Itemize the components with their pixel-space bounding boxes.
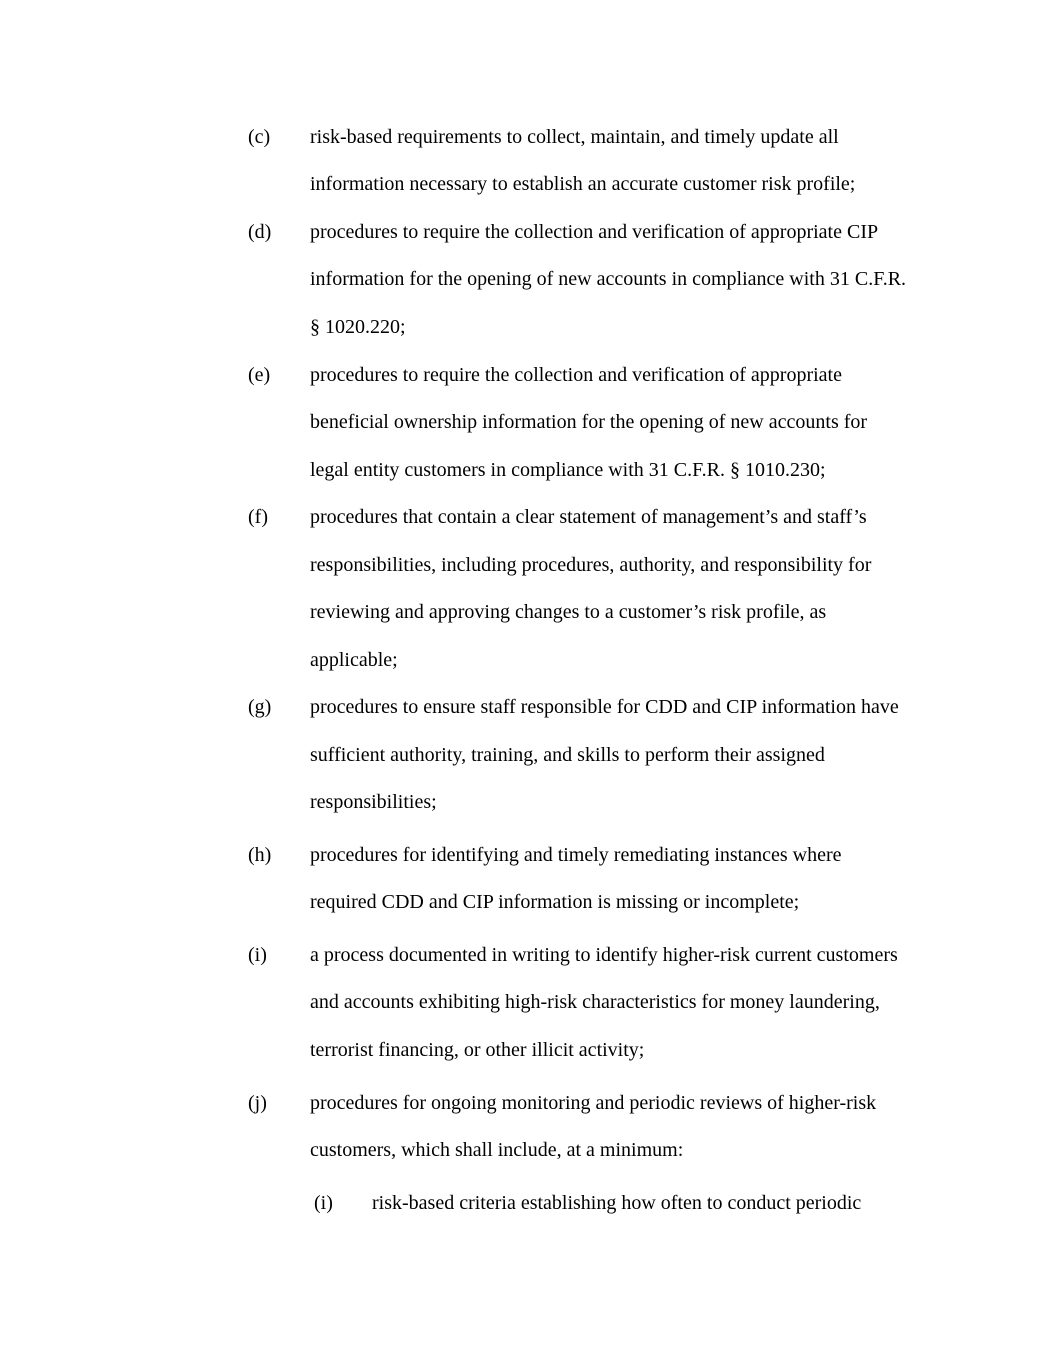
- item-label-e: (e): [248, 364, 271, 386]
- item-g-line-3: responsibilities;: [310, 791, 437, 813]
- item-d-line-2: information for the opening of new accounts in compliance with 31 C.F.R.: [310, 268, 907, 290]
- item-f-line-4: applicable;: [310, 649, 398, 671]
- item-i-line-3: terrorist financing, or other illicit activity;: [310, 1039, 645, 1061]
- item-label-j: (j): [248, 1092, 267, 1114]
- item-d-line-3: § 1020.220;: [310, 316, 406, 338]
- subitem-i-line-1: risk-based criteria establishing how often to conduct periodic: [372, 1192, 862, 1214]
- item-e-line-1: procedures to require the collection and verification of appropriate: [310, 364, 842, 386]
- item-f-line-3: reviewing and approving changes to a customer’s risk profile, as: [310, 601, 827, 623]
- item-c-line-2: information necessary to establish an accurate customer risk profile;: [310, 173, 856, 195]
- item-label-g: (g): [248, 696, 272, 718]
- item-e-line-3: legal entity customers in compliance with 31 C.F.R. § 1010.230;: [310, 459, 826, 481]
- item-f-line-2: responsibilities, including procedures, authority, and responsibility for: [310, 554, 872, 576]
- item-label-i: (i): [248, 944, 267, 966]
- item-g-line-2: sufficient authority, training, and skills to perform their assigned: [310, 744, 825, 766]
- item-f-line-1: procedures that contain a clear statement of management’s and staff’s: [310, 506, 867, 528]
- item-j-line-1: procedures for ongoing monitoring and periodic reviews of higher-risk: [310, 1092, 877, 1114]
- subitem-label-i: (i): [314, 1192, 333, 1214]
- item-c-line-1: risk-based requirements to collect, maintain, and timely update all: [310, 126, 839, 148]
- item-h-line-1: procedures for identifying and timely remediating instances where: [310, 844, 842, 866]
- item-label-f: (f): [248, 506, 268, 528]
- item-label-c: (c): [248, 126, 271, 148]
- item-h-line-2: required CDD and CIP information is missing or incomplete;: [310, 891, 800, 913]
- item-e-line-2: beneficial ownership information for the opening of new accounts for: [310, 411, 868, 433]
- item-d-line-1: procedures to require the collection and verification of appropriate CIP: [310, 221, 879, 243]
- item-label-h: (h): [248, 844, 272, 866]
- item-label-d: (d): [248, 221, 272, 243]
- item-g-line-1: procedures to ensure staff responsible for CDD and CIP information have: [310, 696, 899, 718]
- item-j-line-2: customers, which shall include, at a minimum:: [310, 1139, 684, 1161]
- item-i-line-1: a process documented in writing to identify higher-risk current customers: [310, 944, 898, 966]
- item-i-line-2: and accounts exhibiting high-risk characteristics for money laundering,: [310, 991, 880, 1013]
